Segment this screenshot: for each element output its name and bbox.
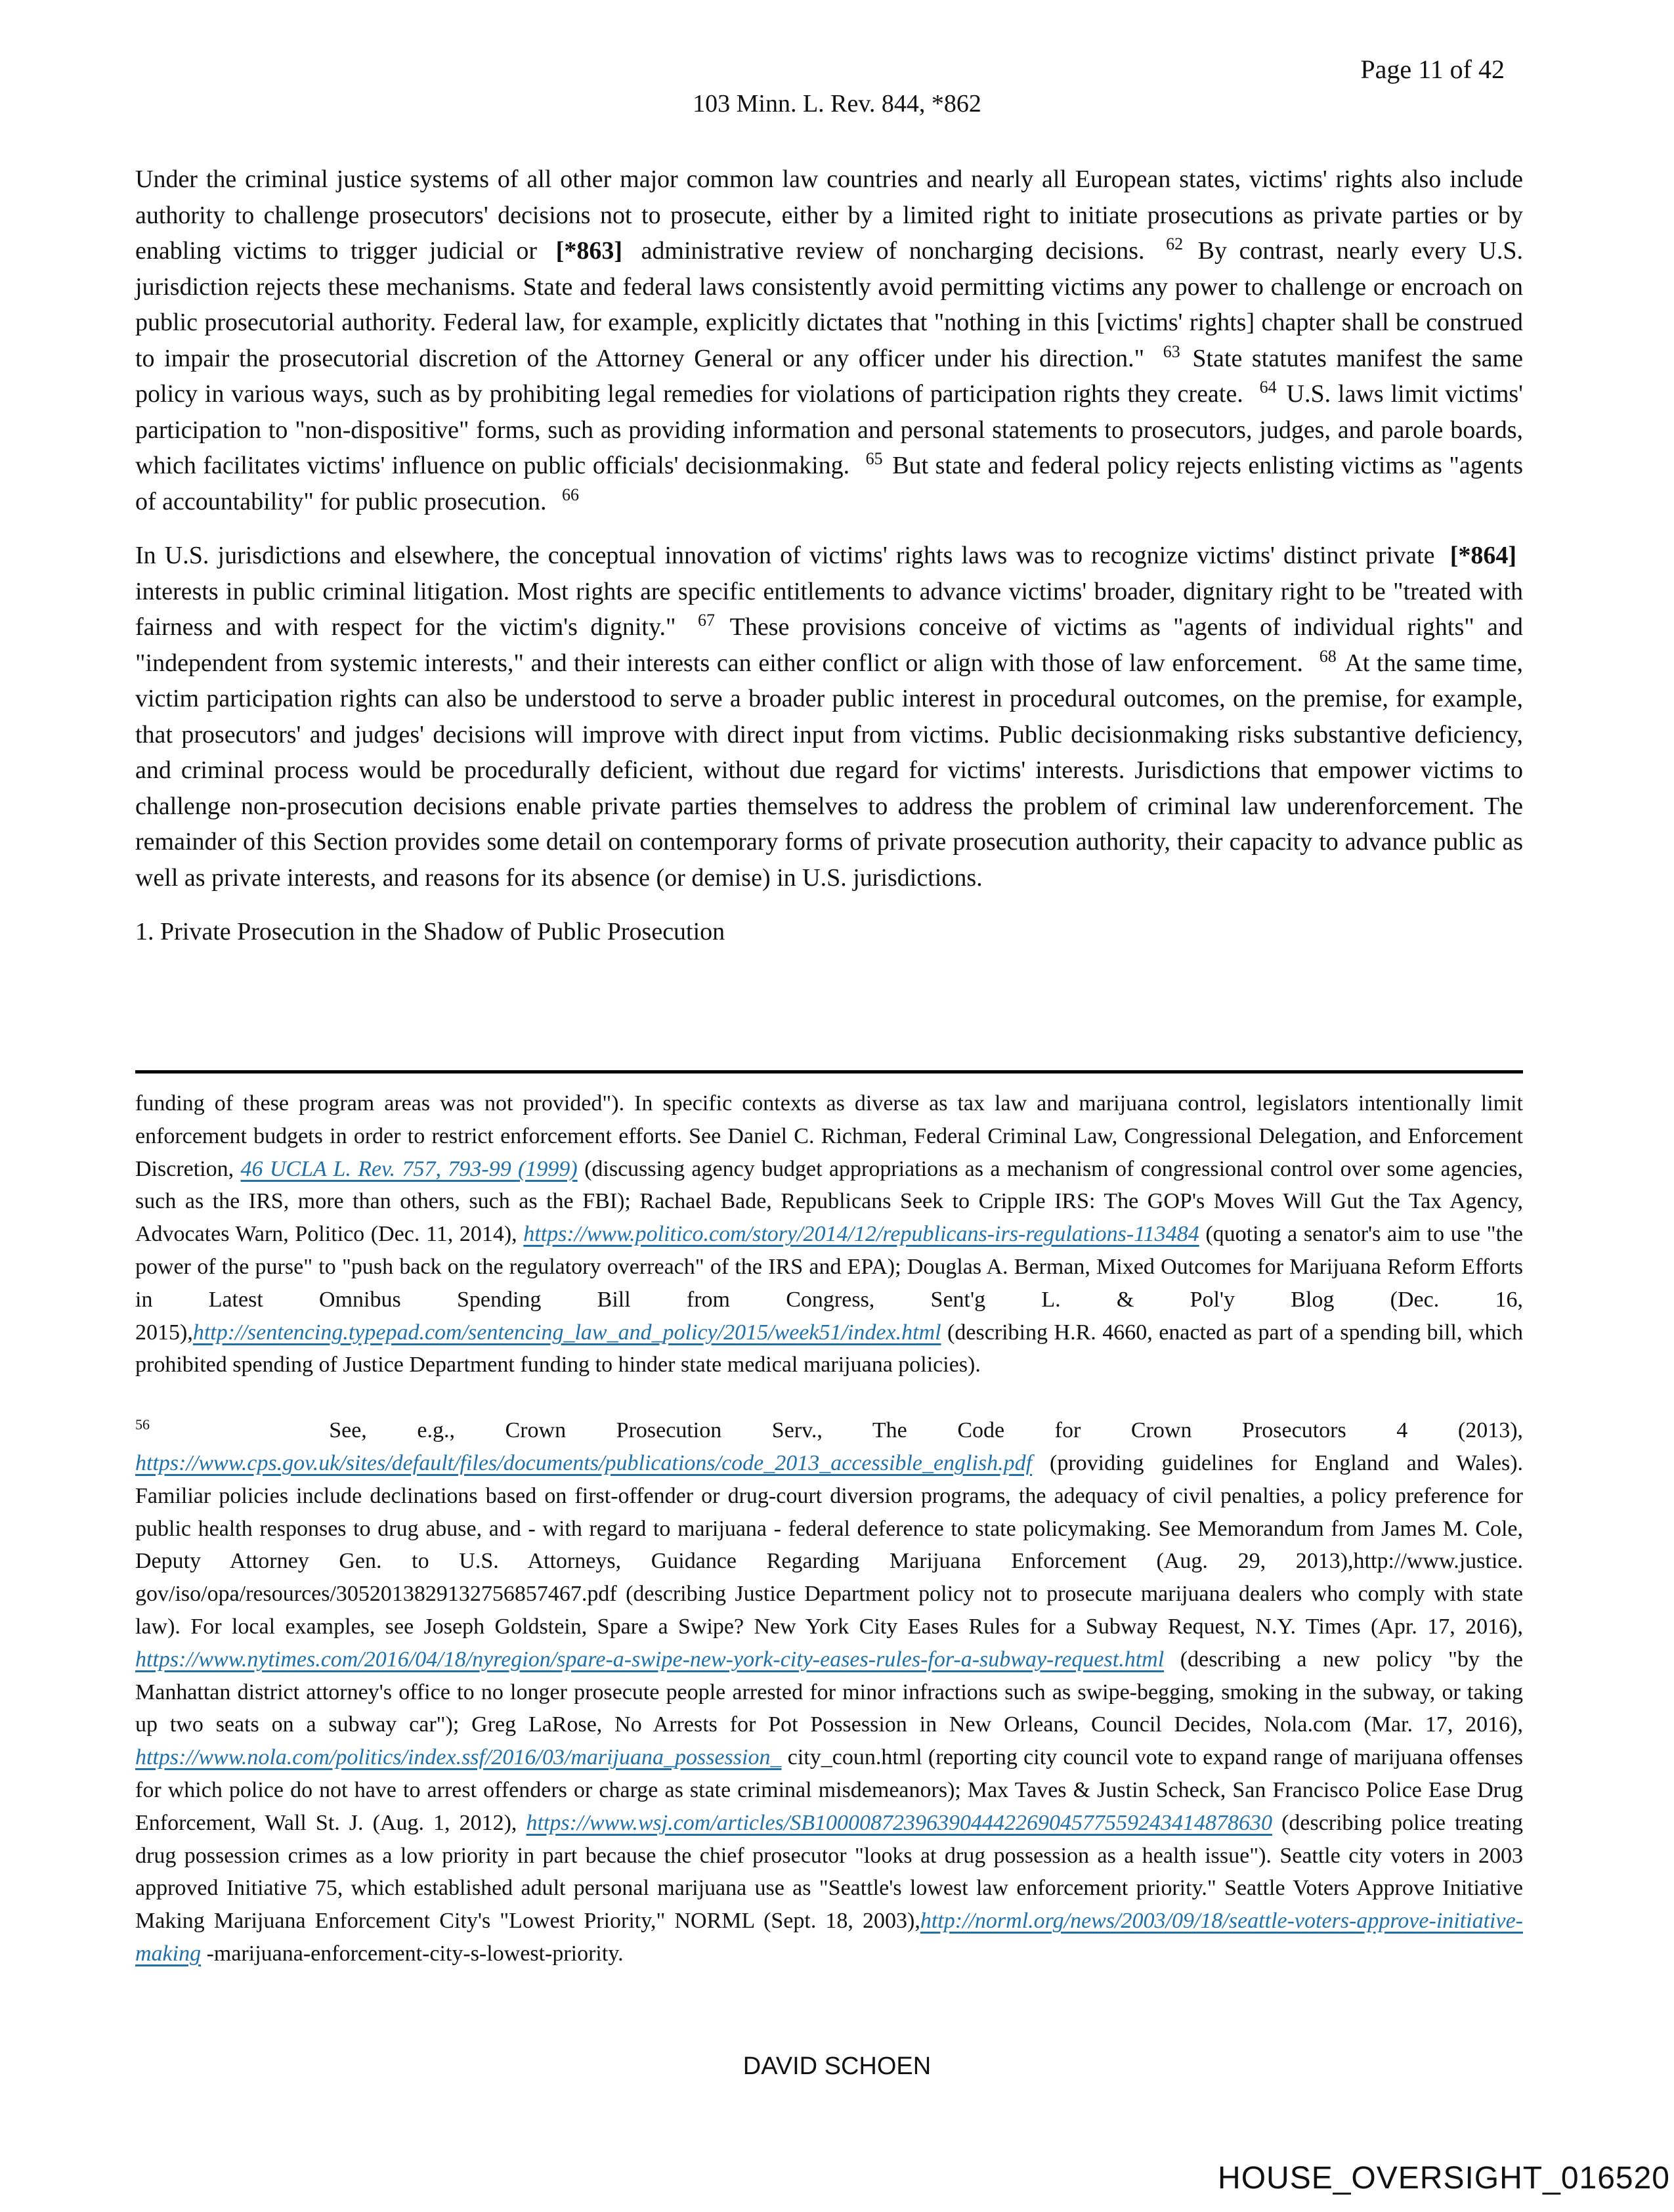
footnote-ref[interactable]: 66: [562, 485, 579, 504]
url-link[interactable]: https://www.cps.gov.uk/sites/default/files/documents/publications/code_2013_accessible_english.pdf: [135, 1450, 1033, 1475]
footnotes: [135, 1087, 1523, 2003]
body-paragraph-2: In U.S. jurisdictions and elsewhere, the conceptual innovation of victims' rights laws was to recognize victims' distinct private [*864] interests in public criminal litigation. Most rights are specific entitlements to advance victims' broader, dignitary right to be "treated with fairness and with respect for the victim's dignity." $^{67}$ These provisions conceive of victims as "agents of individual rights" and "independent from systemic interests," and their interests can either conflict or align with those of law enforcement. $^{68}$ At the same time, victim participation rights can also be understood to serve a broader public interest in procedural outcomes, on the premise, for example, that prosecutors' and judges' decisions will improve with direct input from victims. Public decisionmaking risks substantive deficiency, and criminal process would be procedurally deficient, without due regard for victims' interests. Jurisdictions that empower victims to challenge non-prosecution decisions enable private parties themselves to address the problem of criminal law underenforcement. The remainder of this Section provides some detail on contemporary forms of private prosecution authority, their capacity to advance public as well as private interests, and reasons for its absence (or demise) in U.S. jurisdictions.: [135, 542, 1524, 892]
footnote-number: 56: [135, 1416, 150, 1433]
section-heading: 1. Private Prosecution in the Shadow of Public Prosecution: [135, 918, 725, 945]
footnote-ref[interactable]: 65: [865, 449, 883, 468]
footnote-continuation: funding of these program areas was not provided"). In specific contexts as diverse as tax law and marijuana control, legislators intentionally limit enforcement budgets in order to restrict enforcement efforts. See Daniel C. Richman, Federal Criminal Law, Congressional Delegation, and Enforcement Discretion, 46 UCLA L. Rev. 757, 793-99 (1999) (discussing agency budget appropriations as a mechanism of congressional control over some agencies, such as the IRS, more than others, such as the FBI); Rachael Bade, Republicans Seek to Cripple IRS: The GOP's Moves Will Gut the Tax Agency, Advocates Warn, Politico (Dec. 11, 2014), https://www.politico.com/story/2014/12/republicans-irs-regulations-113484 (quoting a senator's aim to use "the power of the purse" to "push back on the regulatory overreach" of the IRS and EPA); Douglas A. Berman, Mixed Outcomes for Marijuana Reform Efforts in Latest Omnibus Spending Bill from Congress, Sent'g L. & Pol'y Blog (Dec. 16, 2015),http://sentencing.typepad.com/sentencing_law_and_policy/2015/week51/index.html (describing H.R. 4660, enacted as part of a spending bill, which prohibited spending of Justice Department funding to hinder state medical marijuana policies).: [135, 1091, 1524, 1377]
body-paragraph-1: Under the criminal justice systems of all other major common law countries and nearly all European states, victims' rights also include authority to challenge prosecutors' decisions not to prosecute, either by a limited right to initiate prosecutions as private parties or by enabling victims to trigger judicial or [*863] administrative review of noncharging decisions. $^{62}$ By contrast, nearly every U.S. jurisdiction rejects these mechanisms. State and federal laws consistently avoid permitting victims any power to challenge or encroach on public prosecutorial authority. Federal law, for example, explicitly dictates that "nothing in this [victims' rights] chapter shall be construed to impair the prosecutorial discretion of the Attorney General or any officer under his direction." $^{63}$ State statutes manifest the same policy in various ways, such as by prohibiting legal remedies for violations of participation rights they create. $^{64}$ U.S. laws limit victims' participation to "non-dispositive" forms, such as providing information and personal statements to prosecutors, judges, and parole boards, which facilitates victims' influence on public officials' decisionmaking. $^{65}$ But state and federal policy rejects enlisting victims as "agents of accountability" for public prosecution. $^{66}$: [135, 165, 1524, 515]
page-number: Page 11 of 42: [1360, 54, 1505, 84]
footnote-ref[interactable]: 68: [1319, 646, 1337, 666]
url-link[interactable]: https://www.politico.com/story/2014/12/republicans-irs-regulations-113484: [523, 1222, 1199, 1247]
star-page-marker: [*864]: [1449, 542, 1516, 569]
footnote-ref[interactable]: 63: [1163, 341, 1180, 361]
star-page-marker: [*863]: [555, 237, 622, 265]
footnote-divider: [135, 1070, 1523, 1073]
citation-link[interactable]: 46 UCLA L. Rev. 757, 793-99 (1999): [240, 1156, 578, 1181]
url-link[interactable]: https://www.wsj.com/articles/SB10000872396390444226904577559243414878630: [526, 1810, 1272, 1835]
url-link[interactable]: http://sentencing.typepad.com/sentencing_law_and_policy/2015/week51/index.html: [192, 1320, 941, 1345]
footnote-ref[interactable]: 62: [1166, 234, 1184, 253]
url-link[interactable]: https://www.nola.com/politics/index.ssf/2016/03/marijuana_possession_: [135, 1745, 782, 1770]
bates-number: HOUSE_OVERSIGHT_016520: [1218, 2161, 1670, 2196]
running-head-citation: 103 Minn. L. Rev. 844, *862: [693, 90, 981, 118]
footnote-56: $^{56}$ See, e.g., Crown Prosecution Serv., The Code for Crown Prosecutors 4 (2013), https://www.cps.gov.uk/sites/default/files/documents/publications/code_2013_accessible_english.pdf (providing guidelines for England and Wales). Familiar policies include declinations based on first-offender or drug-court diversion programs, the adequacy of civil penalties, a policy preference for public health responses to drug abuse, and - with regard to marijuana - federal deference to state policymaking. See Memorandum from James M. Cole, Deputy Attorney Gen. to U.S. Attorneys, Guidance Regarding Marijuana Enforcement (Aug. 29, 2013),http://www.justice. gov/iso/opa/resources/3052013829132756857467.pdf (describing Justice Department policy not to prosecute marijuana dealers who comply with state law). For local examples, see Joseph Goldstein, Spare a Swipe? New York City Eases Rules for a Subway Request, N.Y. Times (Apr. 17, 2016), https://www.nytimes.com/2016/04/18/nyregion/spare-a-swipe-new-york-city-eases-rules-for-a-subway-request.html (describing a new policy "by the Manhattan district attorney's office to no longer prosecute people arrested for minor infractions such as swipe-begging, smoking in the subway, or taking up two seats on a subway car"); Greg LaRose, No Arrests for Pot Possession in New Orleans, Council Decides, Nola.com (Mar. 17, 2016), https://www.nola.com/politics/index.ssf/2016/03/marijuana_possession_ city_coun.html (reporting city council vote to expand range of marijuana offenses for which police do not have to arrest offenders or charge as state criminal misdemeanors); Max Taves & Justin Scheck, San Francisco Police Ease Drug Enforcement, Wall St. J. (Aug. 1, 2012), https://www.wsj.com/articles/SB10000872396390444226904577559243414878630 (describing police treating drug possession crimes as a low priority in part because the chief prosecutor "looks at drug possession as a health issue"). Seattle city voters in 2003 approved Initiative 75, which established adult personal marijuana use as "Seattle's lowest law enforcement priority." Seattle Voters Approve Initiative Making Marijuana Enforcement City's "Lowest Priority," NORML (Sept. 18, 2003),http://norml.org/news/2003/09/18/seattle-voters-approve-initiative-making -marijuana-enforcement-city-s-lowest-priority.: [135, 1416, 1524, 1966]
footnote-ref[interactable]: 67: [697, 611, 715, 630]
main-text: [135, 162, 1523, 949]
url-link[interactable]: http://norml.org/news/2003/09/18/seattle-voters-approve-initiative-making: [135, 1909, 1523, 1966]
url-link[interactable]: https://www.nytimes.com/2016/04/18/nyregion/spare-a-swipe-new-york-city-eases-rules-for-a-subway-request.html: [135, 1647, 1165, 1672]
footnote-ref[interactable]: 64: [1259, 378, 1277, 397]
author-signature: DAVID SCHOEN: [742, 2052, 932, 2080]
